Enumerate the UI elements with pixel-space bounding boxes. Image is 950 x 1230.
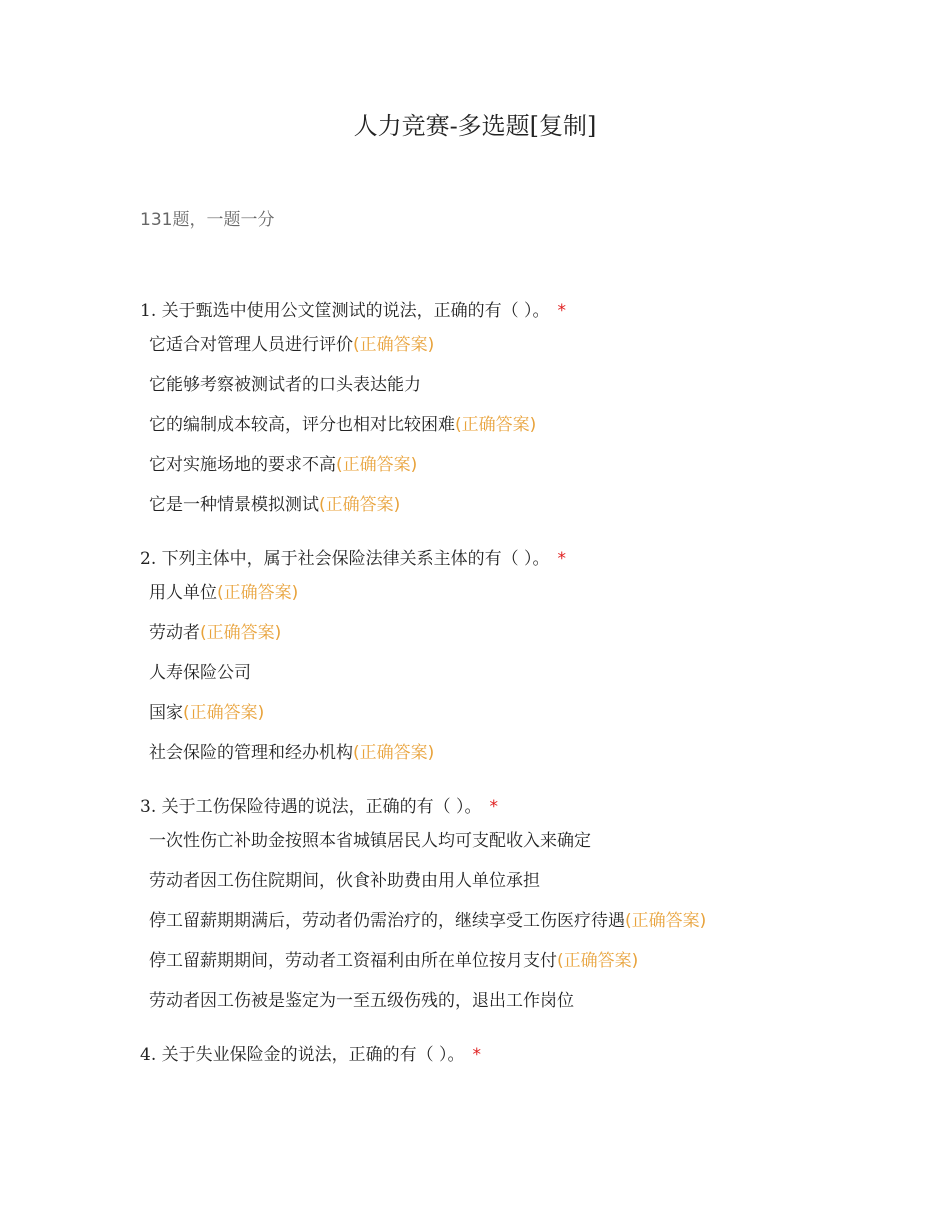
question-item	[140, 298, 900, 532]
answer-option[interactable]	[140, 620, 900, 660]
option-text: 社会保险的管理和经办机构	[149, 743, 353, 763]
question-title	[140, 546, 900, 572]
option-text: 它是一种情景模拟测试	[149, 495, 319, 515]
page-subtitle: 131题，一题一分	[140, 210, 275, 230]
correct-answer-tag: (正确答案)	[200, 623, 282, 643]
option-text: 停工留薪期期间，劳动者工资福利由所在单位按月支付	[149, 951, 557, 971]
correct-answer-tag: (正确答案)	[353, 335, 435, 355]
option-text: 停工留薪期期满后，劳动者仍需治疗的，继续享受工伤医疗待遇	[149, 911, 625, 931]
correct-answer-tag: (正确答案)	[625, 911, 707, 931]
correct-answer-tag: (正确答案)	[217, 583, 299, 603]
required-mark: *	[557, 549, 567, 569]
question-text: 关于工伤保险待遇的说法，正确的有（ ）。	[161, 797, 482, 817]
answer-option[interactable]	[140, 868, 900, 908]
question-number: 4.	[140, 1045, 157, 1065]
option-text: 劳动者因工伤被是鉴定为一至五级伤残的，退出工作岗位	[149, 991, 574, 1011]
option-text: 人寿保险公司	[149, 663, 251, 683]
option-text: 劳动者	[149, 623, 200, 643]
option-text: 用人单位	[149, 583, 217, 603]
answer-option[interactable]	[140, 580, 900, 620]
required-mark: *	[472, 1045, 482, 1065]
answer-option[interactable]	[140, 372, 900, 412]
answer-option[interactable]	[140, 828, 900, 868]
question-number: 3.	[140, 797, 157, 817]
answer-option[interactable]	[140, 492, 900, 532]
answer-option[interactable]	[140, 948, 900, 988]
option-text: 它的编制成本较高，评分也相对比较困难	[149, 415, 455, 435]
answer-option[interactable]	[140, 332, 900, 372]
answer-option[interactable]	[140, 452, 900, 492]
correct-answer-tag: (正确答案)	[183, 703, 265, 723]
correct-answer-tag: (正确答案)	[353, 743, 435, 763]
question-text: 关于失业保险金的说法，正确的有（ ）。	[161, 1045, 465, 1065]
correct-answer-tag: (正确答案)	[455, 415, 537, 435]
question-item	[140, 546, 900, 780]
question-item	[140, 1042, 900, 1068]
question-list	[140, 298, 900, 1082]
correct-answer-tag: (正确答案)	[336, 455, 418, 475]
answer-option[interactable]	[140, 412, 900, 452]
correct-answer-tag: (正确答案)	[557, 951, 639, 971]
required-mark: *	[557, 301, 567, 321]
question-title	[140, 1042, 900, 1068]
option-text: 它适合对管理人员进行评价	[149, 335, 353, 355]
required-mark: *	[489, 797, 499, 817]
correct-answer-tag: (正确答案)	[319, 495, 401, 515]
answer-option[interactable]	[140, 988, 900, 1028]
option-text: 它对实施场地的要求不高	[149, 455, 336, 475]
question-text: 关于甄选中使用公文筐测试的说法，正确的有（ ）。	[161, 301, 550, 321]
question-number: 2.	[140, 549, 157, 569]
question-number: 1.	[140, 301, 157, 321]
question-item	[140, 794, 900, 1028]
option-text: 劳动者因工伤住院期间，伙食补助费由用人单位承担	[149, 871, 540, 891]
option-text: 国家	[149, 703, 183, 723]
option-text: 它能够考察被测试者的口头表达能力	[149, 375, 421, 395]
question-title	[140, 794, 900, 820]
answer-option[interactable]	[140, 660, 900, 700]
answer-option[interactable]	[140, 700, 900, 740]
option-text: 一次性伤亡补助金按照本省城镇居民人均可支配收入来确定	[149, 831, 591, 851]
answer-option[interactable]	[140, 908, 900, 948]
question-text: 下列主体中，属于社会保险法律关系主体的有（ ）。	[161, 549, 550, 569]
answer-option[interactable]	[140, 740, 900, 780]
question-title	[140, 298, 900, 324]
page-title: 人力竞赛-多选题[复制]	[353, 112, 597, 140]
